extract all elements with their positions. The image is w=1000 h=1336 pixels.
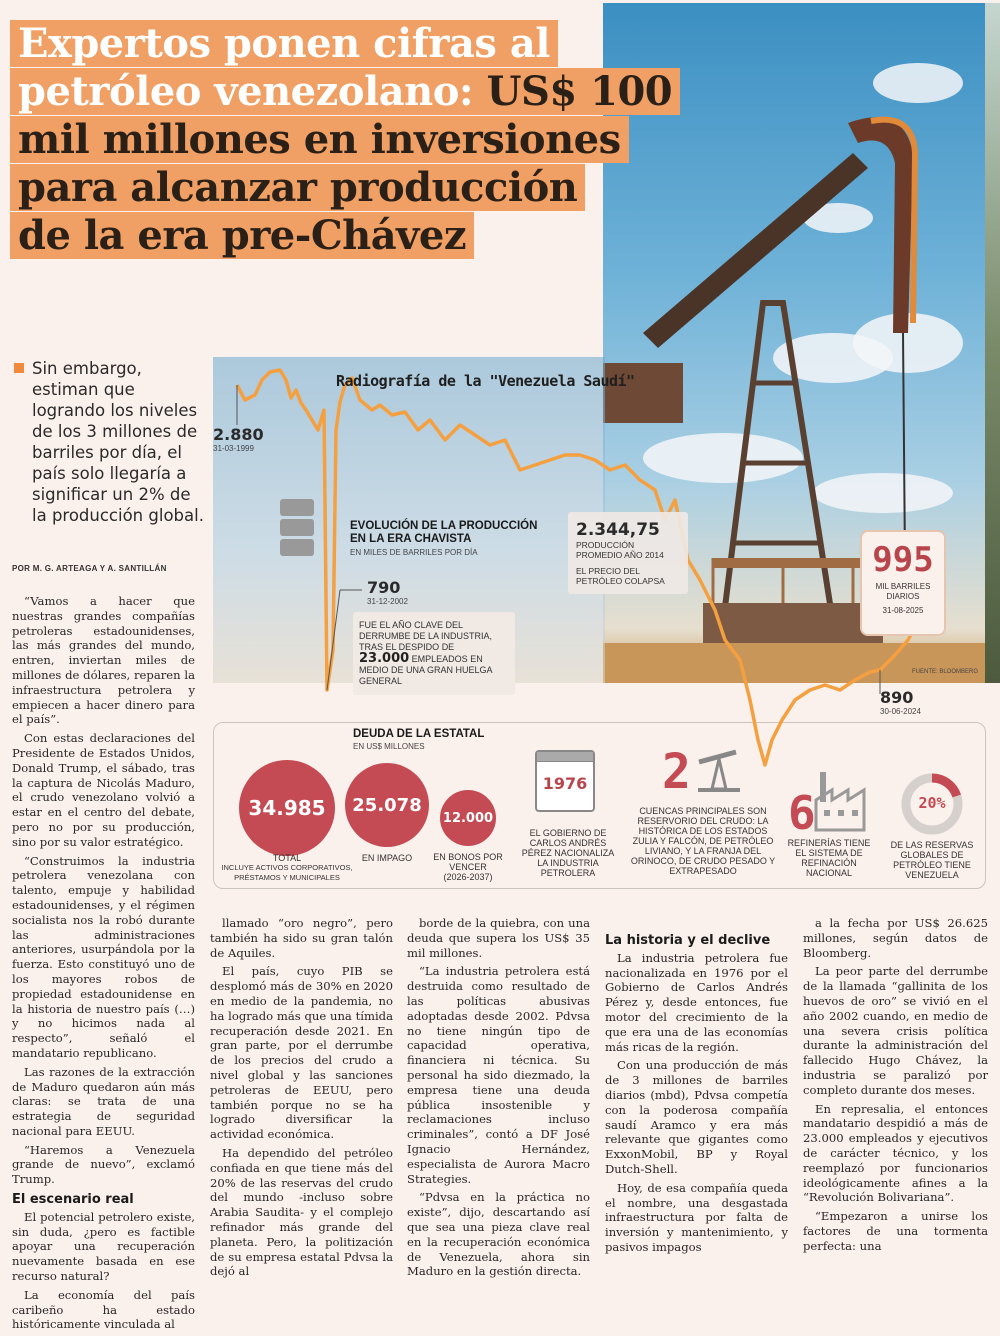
- headline-dark-text: mil millones en inversiones: [18, 116, 621, 163]
- evolution-title: EVOLUCIÓN DE LA PRODUCCIÓN EN LA ERA CHAVISTA: [350, 520, 538, 545]
- year-1976: 1976: [542, 774, 588, 793]
- impago-circle: 25.078: [345, 763, 429, 847]
- article-paragraph: El potencial petrolero existe, sin duda, ¿pero es factible apoyar una recuperación nuevamente basada en ese recurso natural?: [12, 1209, 195, 1284]
- headline-dark-text: para alcanzar producción: [18, 164, 578, 211]
- note-790-num: 23.000: [359, 651, 410, 666]
- barrels-icon: [278, 497, 318, 559]
- chart-title: Radiografía de la "Venezuela Saudí": [336, 372, 635, 390]
- pumpjack-icon: [694, 744, 744, 794]
- value-2344: 2.344,75: [576, 520, 660, 540]
- headline-line: [10, 118, 710, 162]
- article-paragraph: Ha dependido del petróleo confiada en que tiene más del 20% de las reservas del crudo del mundo -incluso sobre Arabia Saudita- y el complejo refinador más grande del planeta. Pero, la politización de su empresa estatal Pdvsa la dejó al: [210, 1145, 393, 1279]
- article-paragraph: “Empezaron a unirse los factores de una tormenta perfecta: una: [803, 1209, 988, 1253]
- impago-label: EN IMPAGO: [361, 853, 413, 863]
- headline-line: [10, 70, 710, 114]
- article-paragraph: En represalia, el entonces mandatario despidió a más de 23.000 empleados y ejecutivos de carácter técnico, y los reemplazó por funcionarios ideológicamente afines a la “Revolución Bolivariana”.: [803, 1101, 988, 1205]
- section-heading: La historia y el declive: [605, 933, 771, 948]
- article-paragraph: llamado “oro negro”, pero también ha sido su gran talón de Aquiles.: [210, 916, 393, 960]
- bonos-label: EN BONOS POR VENCER: [433, 852, 503, 872]
- total-caption: [214, 853, 360, 883]
- bonos-caption: [428, 852, 508, 882]
- debt-sub: EN US$ MILLONES: [353, 742, 425, 751]
- total-circle: 34.985: [239, 760, 335, 856]
- headline-light-text: petróleo venezolano:: [18, 68, 487, 115]
- article-paragraph: a la fecha por US$ 26.625 millones, según datos de Bloomberg.: [803, 916, 988, 960]
- article-paragraph: Con una producción de más de 3 millones de barriles diarios (mbd), Pdvsa competía con la poderosa compañía saudí Aramco y era más relevante que gigantes como ExxonMobil, BP y Royal Dutch-Shell.: [605, 1058, 788, 1176]
- reservas-value: 20%: [918, 794, 946, 812]
- desc-2344-b: EL PRECIO DEL PETRÓLEO COLAPSA: [576, 566, 665, 586]
- label-790: [367, 578, 408, 606]
- note-790: [353, 612, 515, 695]
- article-paragraph: El país, cuyo PIB se desplomó más de 30% en 2020 en medio de la pandemia, no ha logrado más que una tímida recuperación desde 2021. En gran parte, por el derrumbe de los precios del crudo a nivel global y las sanciones petroleras de EEUU, pero también porque no se ha logrado diversificar la actividad económica.: [210, 964, 393, 1142]
- bonos-circle: 12.000: [440, 790, 496, 846]
- bonos-sub: (2026-2037): [443, 872, 493, 882]
- refinerias-caption: REFINERÍAS TIENE EL SISTEMA DE REFINACIÓN NACIONAL: [787, 838, 871, 878]
- article-paragraph: borde de la quiebra, con una deuda que supera los US$ 35 mil millones.: [407, 916, 590, 960]
- value-995: 995: [872, 540, 934, 580]
- article-paragraph: “Pdvsa en la práctica no existe”, dijo, descartando así que sea una pieza clave real en la recuperación económica de Venezuela, ahora sin Maduro en la gestión directa.: [407, 1190, 590, 1279]
- article-paragraph: “Vamos a hacer que nuestras grandes compañías petroleras estadounidenses, las más grandes del mundo, entren, inviertan miles de millones de dólares, reparen la infraestructura petrolera y empiecen a hacer dinero para el país”.: [12, 594, 195, 727]
- value-2880: 2.880: [213, 425, 264, 444]
- label-995-text: MIL BARRILES DIARIOS: [875, 582, 931, 601]
- article-paragraph: La economía del país caribeño ha estado históricamente vinculada al: [12, 1287, 195, 1332]
- debt-title: DEUDA DE LA ESTATAL: [353, 728, 485, 740]
- desc-2344-a: PRODUCCIÓN PROMEDIO AÑO 2014: [576, 540, 664, 560]
- article-paragraph: “Haremos a Venezuela grande de nuevo”, exclamó Trump.: [12, 1142, 195, 1187]
- deck-text: Sin embargo, estiman que logrando los niveles de los 3 millones de barriles por día, el país solo llegaría a significar un 2% de la producción global.: [32, 359, 204, 525]
- cuencas-caption: CUENCAS PRINCIPALES SON RESERVORIO DEL CRUDO: LA HISTÓRICA DE LOS ESTADOS ZULIA Y FALCÓN, DE PETRÓLEO LIVIANO, Y LA FRANJA DEL ORINOCO, DE CRUDO PESADO Y EXTRAPESADO: [630, 806, 776, 876]
- label-2880: [213, 425, 264, 453]
- date-790: 31-12-2002: [367, 597, 408, 606]
- headline-line: [10, 214, 710, 258]
- label-2344: [568, 512, 688, 594]
- total-sub: INCLUYE ACTIVOS CORPORATIVOS, PRÉSTAMOS Y MUNICIPALES: [221, 863, 353, 882]
- reservas-caption: DE LAS RESERVAS GLOBALES DE PETRÓLEO TIENE VENEZUELA: [890, 840, 974, 880]
- value-790: 790: [367, 578, 401, 597]
- source-note: FUENTE: BLOOMBERG: [912, 669, 979, 675]
- cuencas-number: 2: [662, 744, 691, 800]
- note-790-pre: FUE EL AÑO CLAVE DEL DERRUMBE DE LA INDUSTRIA, TRAS EL DESPIDO DE: [359, 620, 493, 652]
- article-paragraph: “Construimos la industria petrolera venezolana con talento, empuje y habilidad estadounidenses, y el régimen socialista nos la robó durante las administraciones anteriores, usurpándola por la fuerza. Esto constituyó uno de los mayores robos de propiedad estadounidense en la historia de nuestro país (…) y no hicimos nada al respecto”, señaló el mandatario republicano.: [12, 853, 195, 1060]
- total-label: TOTAL: [272, 853, 302, 863]
- article-paragraph: La peor parte del derrumbe de la llamada “gallinita de los huevos de oro” se vivió en el año 2002 cuando, en medio de una severa crisis política durante la administración del fallecido Hugo Chávez, la industria se paralizó por completo durante dos meses.: [803, 964, 988, 1097]
- headline-dark-text: US$ 100: [486, 68, 673, 115]
- section-heading: El escenario real: [12, 1192, 134, 1208]
- note-790-post: EMPLEADOS EN MEDIO DE UNA GRAN HUELGA GENERAL: [359, 654, 493, 686]
- headline-line: [10, 166, 710, 210]
- headline: [10, 22, 710, 262]
- label-890: [880, 688, 921, 716]
- headline-light-text: Expertos ponen cifras al: [18, 20, 550, 67]
- refinerias-number: 6: [788, 786, 816, 840]
- evolution-sub: EN MILES DE BARRILES POR DÍA: [350, 548, 478, 557]
- article-paragraph: Las razones de la extracción de Maduro quedaron aún más claras: se trata de una estrategia de seguridad nacional para EEUU.: [12, 1064, 195, 1138]
- date-995: 31-08-2025: [882, 606, 924, 615]
- value-890: 890: [880, 688, 914, 707]
- date-2880: 31-03-1999: [213, 444, 254, 453]
- factory-icon: [814, 768, 878, 832]
- headline-line: [10, 22, 710, 66]
- article-paragraph: Hoy, de esa compañía queda el nombre, una desgastada infraestructura por falta de inversión y mantenimiento, y pasivos impagos: [605, 1180, 788, 1254]
- byline: POR M. G. ARTEAGA Y A. SANTILLÁN: [12, 564, 167, 573]
- article-paragraph: La industria petrolera fue nacionalizada en 1976 por el Gobierno de Carlos Andrés Pérez y, desde entonces, fue motor del crecimiento de la que era una de las economías más ricas de la región.: [605, 950, 788, 1054]
- article-paragraph: Con estas declaraciones del Presidente de Estados Unidos, Donald Trump, el sábado, tras la captura de Nicolás Maduro, el crudo venezolano volvió a estar en el centro del debate, pero no por su producción, sino por su valor estratégico.: [12, 731, 195, 849]
- calendar-icon: [535, 750, 595, 812]
- year-caption: EL GOBIERNO DE CARLOS ANDRÉS PÉREZ NACIONALIZA LA INDUSTRIA PETROLERA: [521, 828, 615, 878]
- date-890: 30-06-2024: [880, 707, 921, 716]
- headline-dark-text: de la era pre-Chávez: [18, 212, 467, 259]
- evolution-label: [350, 520, 540, 557]
- label-995: [860, 530, 946, 636]
- article-paragraph: “La industria petrolera está destruida como resultado de las políticas abusivas adoptadas desde 2002. Pdvsa no tiene ningún tipo de capacidad operativa, financiera ni técnica. Su personal ha sido diezmado, la empresa tiene una deuda pública insostenible y reclamaciones incluso criminales”, contó a DF José Ignacio Hernández, especialista de Aurora Macro Strategies.: [407, 964, 590, 1186]
